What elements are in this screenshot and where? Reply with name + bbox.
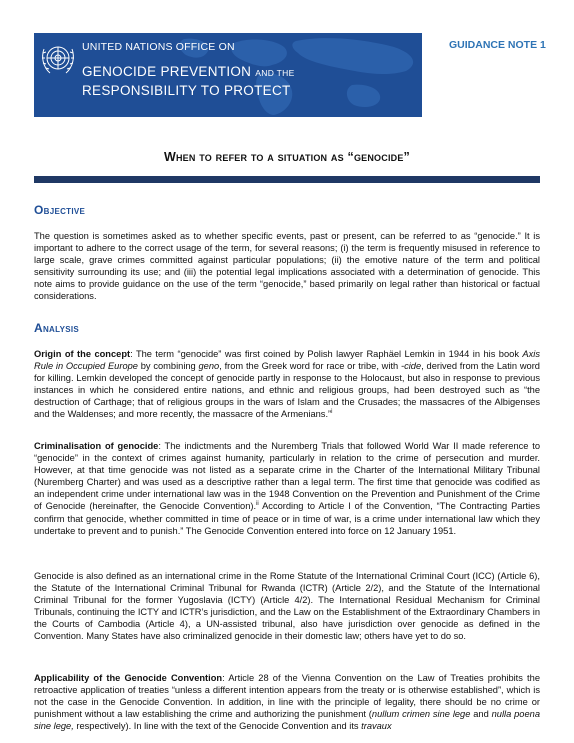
endnote-i[interactable]: i (331, 409, 333, 416)
origin-book-title: Axis Rule in Occupied Europe (34, 349, 540, 372)
org-name: UNITED NATIONS OFFICE ON (82, 41, 235, 53)
applicability-text-c: respectively). In line with the text of the Genocide Convention and its (73, 721, 362, 732)
criminalisation-text-a: : The indictments and the Nuremberg Trials that followed World War II made reference to “genocide” in the context of crimes against humanity, particularly in relation to the crime of persecution and murder. However, at that time genocide was not listed as a separate crime in the Charter of the International Military Tribunal (Nuremberg Charter) and was used as a descriptive rather than a legal term. The first time that genocide was codified as an independent crime under international law was in the 1948 Convention on the Prevention and Punishment of the Crime of Genocide (hereinafter, the Genocide Convention). (34, 441, 540, 512)
page-title (0, 150, 574, 164)
endnote-ii[interactable]: ii (256, 501, 259, 508)
criminalisation-paragraph (34, 440, 540, 537)
objective-heading: Objective (34, 203, 86, 217)
origin-heading: Origin of the concept (34, 349, 131, 359)
origin-geno: geno (198, 361, 220, 372)
applicability-latin-1: nullum crimen sine lege (371, 709, 471, 720)
applicability-text-b: and (470, 709, 492, 720)
applicability-paragraph (34, 672, 540, 732)
header-banner (34, 33, 422, 117)
criminalisation-text-b: According to Article I of the Convention, “The Contracting Parties confirm that genocide, whether committed in time of peace or in time of war, is a crime under international law which they undertake to prevent and to punish.” The Genocide Convention entered into force on 12 January 1951. (34, 501, 541, 536)
banner-title-line2: RESPONSIBILITY TO PROTECT (82, 83, 291, 98)
applicability-text-a: : Article 28 of the Vienna Convention on the Law of Treaties prohibits the retroactive application of treaties “unless a different intention appears from the treaty or is otherwise established”, which is not the case in the Genocide Convention. In addition, in line with the principle of legality, there should be no crime or punishment without a law establishing the crime and authorizing the punishment ( (34, 673, 540, 720)
un-emblem-icon (38, 39, 78, 79)
banner-genocide-prevention: GENOCIDE PREVENTION (82, 64, 252, 79)
origin-text-b: by combining (137, 361, 199, 372)
banner-and-the: AND THE (255, 68, 295, 78)
banner-title-line1 (82, 64, 295, 79)
origin-text-a: : The term “genocide” was first coined by Polish lawyer Raphäel Lemkin in 1944 in his book (130, 349, 523, 359)
title-divider (34, 176, 540, 183)
objective-paragraph: The question is sometimes asked as to whether specific events, past or present, can be referred to as “genocide.” It is important to adhere to the correct usage of the term, for several reasons; (i) the term is frequently misused in reference to large scale, grave crimes committed against particular populations; (ii) the emotive nature of the term and political sensitivity surrounding its use; and (iii) the potential legal implications associated with a determination of genocide. This note aims to provide guidance on the use of the term “genocide,” based primarily on legal rather than historical or factual considerations. (34, 231, 540, 302)
guidance-note-label: GUIDANCE NOTE 1 (449, 39, 546, 51)
applicability-heading: Applicability of the Genocide Convention (34, 673, 223, 683)
origin-text-d: , derived from the Latin word for killing. Lemkin developed the concept of genocide partly in response to the Holocaust, but also in response to previous instances in which he considered entire nations, and ethnic and religious groups, had been destroyed such as “the destruction of Carthage; that of religious groups in the wars of Islam and the Crusades; the massacres of the Albigenses and the Waldenses; and more recently, the massacre of the Armenians.” (34, 361, 540, 420)
origin-paragraph (34, 348, 540, 421)
analysis-heading: Analysis (34, 321, 80, 335)
criminalisation-heading: Criminalisation of genocide (34, 441, 159, 451)
applicability-travaux: travaux (361, 721, 392, 732)
origin-cide: -cide (401, 361, 422, 372)
page-title-text: When to refer to a situation as “genocide” (163, 150, 411, 164)
genocide-defined-paragraph: Genocide is also defined as an international crime in the Rome Statute of the International Criminal Court (ICC) (Article 6), the Statute of the International Criminal Tribunal for Rwanda (ICTR) (Article 2/2), and the Statute of the International Criminal Tribunal for the former Yugoslavia (ICTY) (Article 4/2). The International Residual Mechanism for Criminal Tribunals, continuing the ICTY and ICTR’s jurisdiction, and the Law on the Establishment of the Extraordinary Chambers in the Courts of Cambodia (Article 4), a UN-assisted tribunal, also have jurisdiction over genocide as defined in the Convention. Many States have also criminalized genocide in their domestic law; others have yet to do so. (34, 571, 540, 642)
applicability-latin-2: nulla poena sine lege, (34, 709, 540, 732)
origin-text-c: , from the Greek word for race or tribe, with (219, 361, 401, 372)
